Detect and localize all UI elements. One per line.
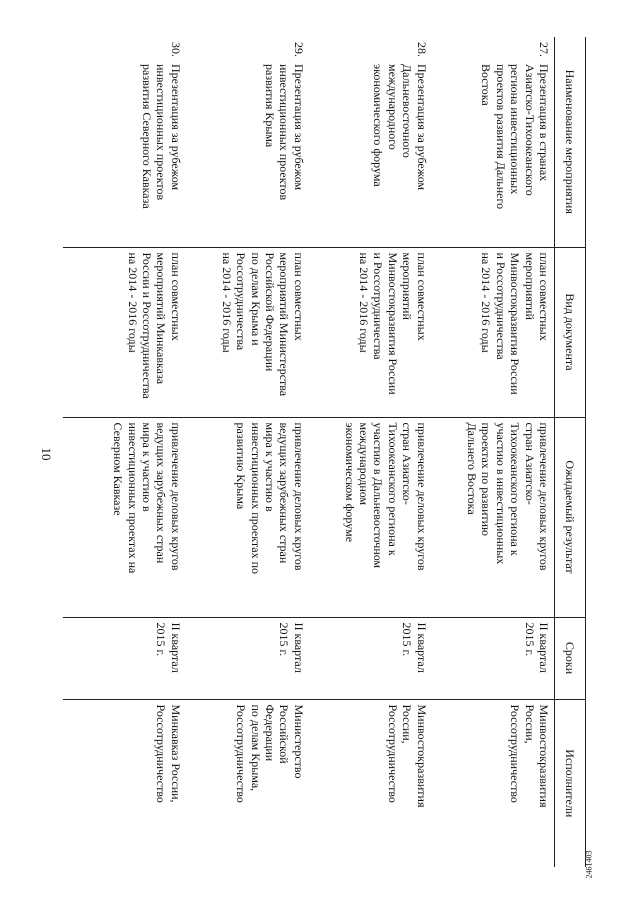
column-header-executors: Исполнители <box>555 699 586 867</box>
cell-executors: Министерство Российской Федерации по делам Крыма, Россотрудничество <box>186 699 309 867</box>
cell-result: привлечение деловых кругов ведущих зарубежных стран мира к участию в инвестиционных проектах по развитию Крыма <box>186 417 309 617</box>
event-name: Презентация за рубежом Дальневосточного международного экономического форума <box>371 64 429 191</box>
document-id: 2461403 <box>584 850 594 879</box>
cell-doc-type: план совместных мероприятий Минвостокразвития России и Россотрудничества на 2014 - 2016 годы <box>309 247 432 417</box>
column-header-result: Ожидаемый результат <box>555 417 586 617</box>
table-row <box>309 37 432 867</box>
cell-name <box>432 37 555 247</box>
cell-result: привлечение деловых кругов стран Азиатско- Тихоокеанского региона к участию в Дальневосточном международном экономическом форуме <box>309 417 432 617</box>
event-name: Презентация за рубежом инвестиционных проектов развития Северного Кавказа <box>140 64 183 209</box>
cell-term: II квартал 2015 г. <box>186 617 309 699</box>
table-row <box>186 37 309 867</box>
cell-executors: Минвостокразвития России, Россотрудничество <box>309 699 432 867</box>
event-name: Презентация за рубежом инвестиционных проектов развития Крыма <box>262 64 306 201</box>
cell-name <box>309 37 432 247</box>
cell-name <box>63 37 186 247</box>
rotated-table-container <box>63 37 586 867</box>
column-header-name: Наименование мероприятия <box>555 37 586 247</box>
cell-doc-type: план совместных мероприятий Минкавказа России и Россотрудничества на 2014 - 2016 годы <box>63 247 186 417</box>
cell-term: II квартал 2015 г. <box>309 617 432 699</box>
cell-result: привлечение деловых кругов стран Азиатско- Тихоокеанского региона к участию в инвестиционных проектах по развитию Дальнего Востока <box>432 417 555 617</box>
row-number: 30. <box>168 42 183 57</box>
table-row <box>432 37 555 867</box>
events-table <box>63 37 586 867</box>
page-number: 10 <box>39 447 54 461</box>
column-header-term: Сроки <box>555 617 586 699</box>
cell-term: II квартал 2015 г. <box>432 617 555 699</box>
cell-executors: Минвостокразвития России, Россотрудничество <box>432 699 555 867</box>
cell-doc-type: план совместных мероприятий Министерства Российской Федерации по делам Крыма и Россотрудничества на 2014 - 2016 годы <box>186 247 309 417</box>
cell-executors: Минкавказ России, Россотрудничество <box>63 699 186 867</box>
table-header-row <box>555 37 586 867</box>
cell-result: привлечение деловых кругов ведущих зарубежных стран мира к участию в инвестиционных проектах на Северном Кавказе <box>63 417 186 617</box>
cell-name <box>186 37 309 247</box>
table-row <box>63 37 186 867</box>
row-number: 29. <box>291 42 306 57</box>
cell-doc-type: план совместных мероприятий Минвостокразвития России и Россотрудничества на 2014 - 2016 годы <box>432 247 555 417</box>
event-name: Презентация в странах Азиатско-Тихоокеанского региона инвестиционных проектов развития Дальнего Востока <box>479 64 551 210</box>
cell-term: II квартал 2015 г. <box>63 617 186 699</box>
row-number: 28. <box>414 42 429 57</box>
column-header-doc-type: Вид документа <box>555 247 586 417</box>
row-number: 27. <box>537 42 551 57</box>
